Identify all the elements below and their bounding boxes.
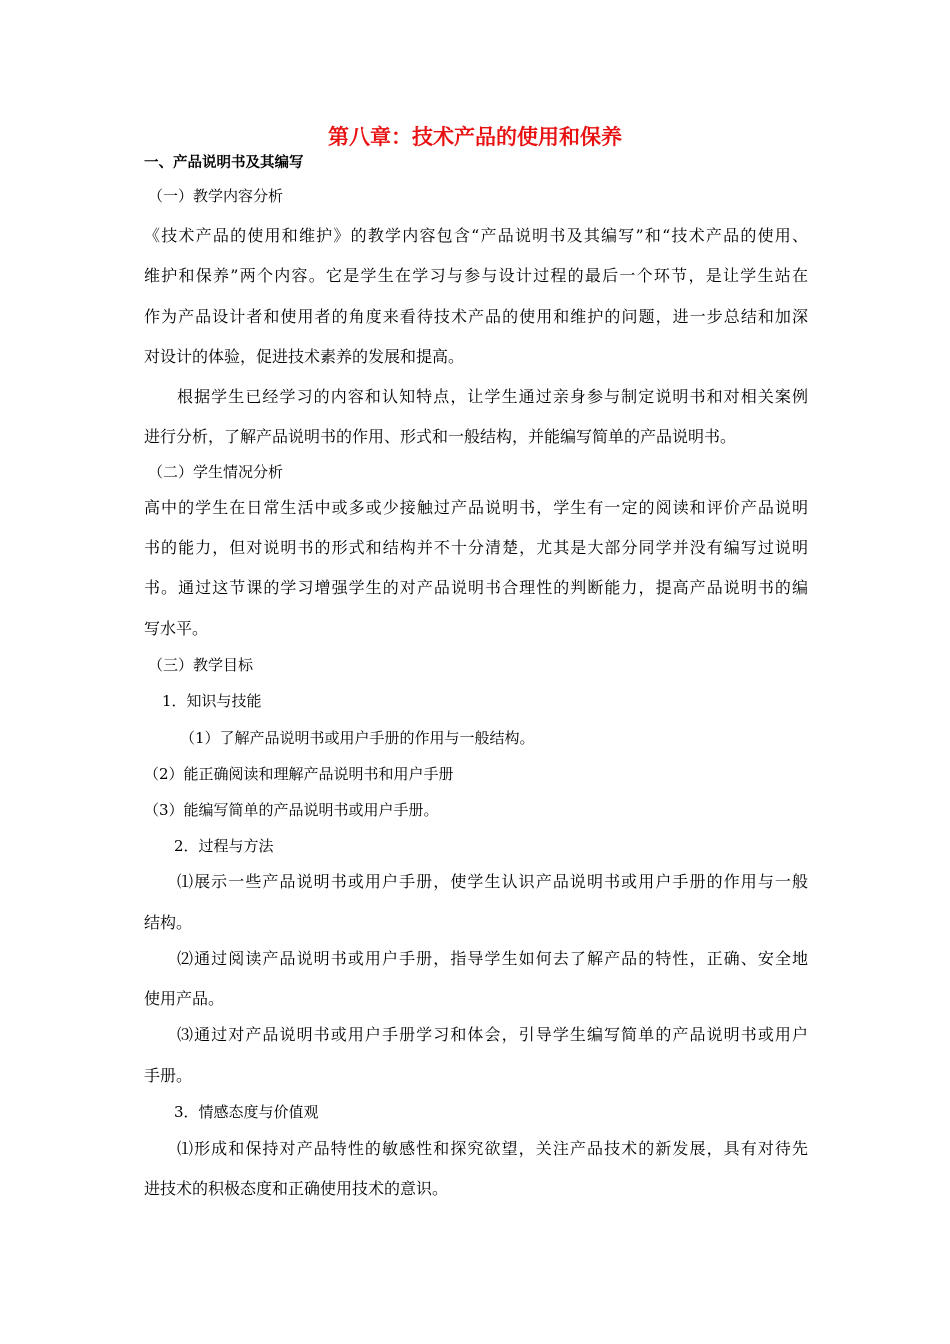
objective-item: （2）能正确阅读和理解产品说明书和用户手册 [144, 765, 454, 783]
paragraph-line: 写水平。 [144, 619, 209, 638]
paragraph-line: 进行分析，了解产品说明书的作用、形式和一般结构，并能编写简单的产品说明书。 [144, 427, 737, 446]
objective-heading: 1．知识与技能 [162, 692, 262, 710]
paragraph-line: 进技术的积极态度和正确使用技术的意识。 [144, 1179, 449, 1198]
paragraph-line: 对设计的体验，促进技术素养的发展和提高。 [144, 347, 465, 366]
paragraph-line: 书。通过这节课的学习增强学生的对产品说明书合理性的判断能力，提高产品说明书的编 [144, 578, 808, 597]
paragraph-line: 作为产品设计者和使用者的角度来看待技术产品的使用和维护的问题，进一步总结和加深 [144, 307, 808, 326]
paragraph-line: 手册。 [144, 1066, 193, 1085]
paragraph-line: 高中的学生在日常生活中或多或少接触过产品说明书，学生有一定的阅读和评价产品说明 [144, 498, 808, 517]
paragraph-line: 维护和保养”两个内容。它是学生在学习与参与设计过程的最后一个环节，是让学生站在 [144, 266, 808, 285]
paragraph-line: 书的能力，但对说明书的形式和结构并不十分清楚，尤其是大部分同学并没有编写过说明 [144, 538, 808, 557]
paragraph-line: ⑶通过对产品说明书或用户手册学习和体会，引导学生编写简单的产品说明书或用户 [177, 1025, 808, 1044]
subsection-heading: （一）教学内容分析 [148, 187, 284, 205]
paragraph-line: 《技术产品的使用和维护》的教学内容包含“产品说明书及其编写”和“技术产品的使用、 [144, 226, 808, 245]
paragraph-line: ⑴展示一些产品说明书或用户手册，使学生认识产品说明书或用户手册的作用与一般 [177, 872, 808, 891]
paragraph-line: ⑵通过阅读产品说明书或用户手册，指导学生如何去了解产品的特性，正确、安全地 [177, 949, 808, 968]
paragraph-line: 使用产品。 [144, 989, 225, 1008]
subsection-heading: （三）教学目标 [148, 656, 254, 674]
objective-heading: 2．过程与方法 [174, 837, 274, 855]
objective-item: （3）能编写简单的产品说明书或用户手册。 [144, 801, 439, 819]
page-title: 第八章：技术产品的使用和保养 [328, 125, 622, 149]
objective-item: （1）了解产品说明书或用户手册的作用与一般结构。 [180, 729, 535, 747]
paragraph-line: ⑴形成和保持对产品特性的敏感性和探究欲望，关注产品技术的新发展，具有对待先 [177, 1139, 808, 1158]
section-heading: 一、产品说明书及其编写 [144, 155, 304, 171]
subsection-heading: （二）学生情况分析 [148, 463, 284, 481]
paragraph-line: 根据学生已经学习的内容和认知特点，让学生通过亲身参与制定说明书和对相关案例 [177, 387, 808, 406]
objective-heading: 3．情感态度与价值观 [174, 1103, 319, 1121]
paragraph-line: 结构。 [144, 913, 193, 932]
